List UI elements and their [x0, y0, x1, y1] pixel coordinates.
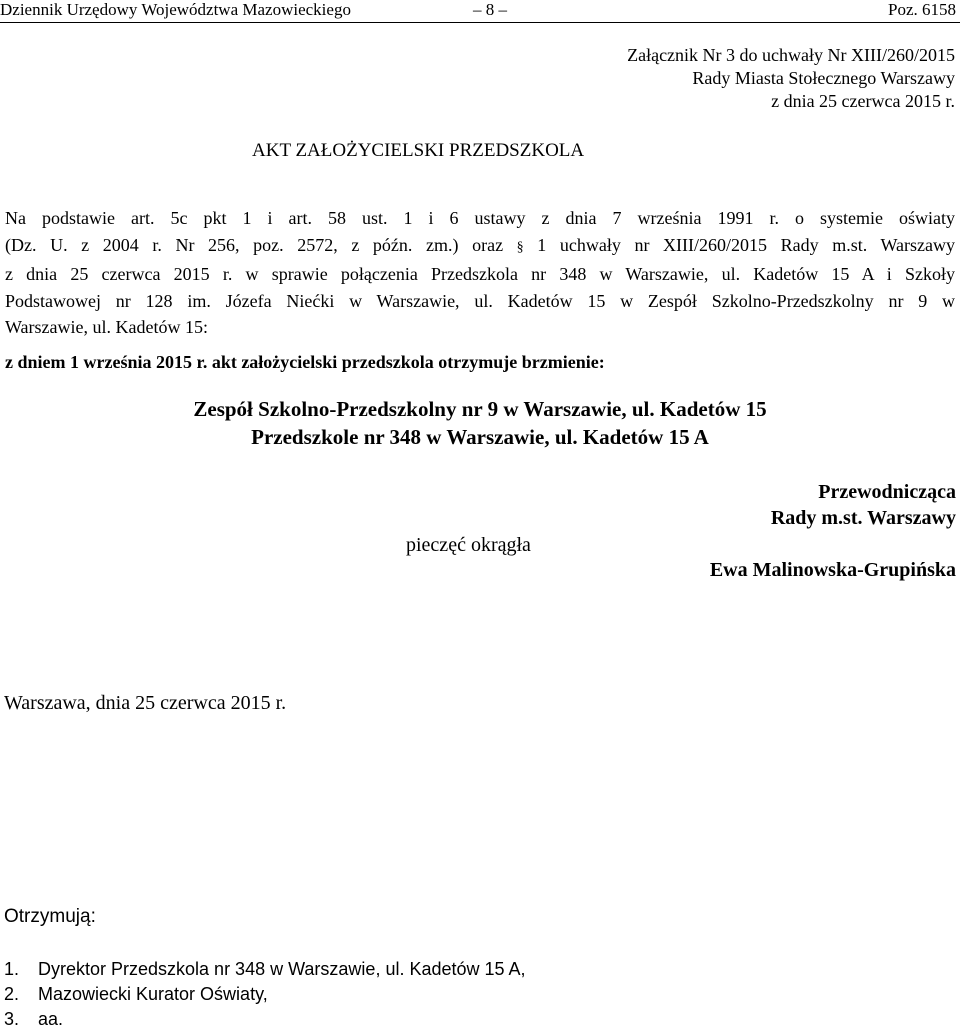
institution-name-2: Przedszkole nr 348 w Warszawie, ul. Kadetów 15 A	[251, 425, 709, 449]
place-and-date: Warszawa, dnia 25 czerwca 2015 r.	[4, 692, 287, 714]
document-title: AKT ZAŁOŻYCIELSKI PRZEDSZKOLA	[252, 140, 585, 161]
journal-name: Dziennik Urzędowy Województwa Mazowieckiego	[0, 0, 351, 19]
stamp-note: pieczęć okrągła	[406, 534, 531, 556]
page-header	[0, 0, 960, 23]
intro-line-1: Na podstawie art. 5c pkt 1 i art. 58 ust. 1 i 6 ustawy z dnia 7 września 1991 r. o systemie oświaty	[5, 208, 955, 228]
institution-names	[0, 395, 960, 451]
position-number: Poz. 6158	[888, 0, 956, 19]
list-item	[4, 982, 526, 1007]
page-number: – 8 –	[473, 0, 507, 19]
intro-line-2b: 1 uchwały nr XIII/260/2015 Rady m.st. Warszawy	[537, 234, 956, 255]
attachment-line-2: Rady Miasta Stołecznego Warszawy	[692, 68, 955, 88]
list-item-number: 3.	[4, 1009, 20, 1029]
signatory-body: Rady m.st. Warszawy	[770, 507, 956, 529]
list-item-text: aa.	[38, 1009, 64, 1029]
legal-basis-paragraph	[5, 205, 955, 341]
intro-line-3: z dnia 25 czerwca 2015 r. w sprawie połączenia Przedszkola nr 348 w Warszawie, ul. Kadetów 15 A i Szkoły	[5, 264, 955, 284]
signature-block	[710, 479, 956, 583]
attachment-line-1: Załącznik Nr 3 do uchwały Nr XIII/260/2015	[627, 45, 955, 65]
list-item	[4, 957, 526, 982]
institution-name-1: Zespół Szkolno-Przedszkolny nr 9 w Warszawie, ul. Kadetów 15	[193, 397, 767, 421]
list-item-number: 2.	[4, 984, 20, 1004]
recipients-heading: Otrzymują:	[4, 906, 96, 927]
attachment-line-3: z dnia 25 czerwca 2015 r.	[771, 91, 955, 111]
list-item-number: 1.	[4, 959, 20, 979]
effective-date-statement: z dniem 1 września 2015 r. akt założycielski przedszkola otrzymuje brzmienie:	[5, 352, 605, 372]
signatory-role: Przewodnicząca	[818, 481, 956, 503]
intro-line-2	[5, 232, 955, 262]
list-item-text: Dyrektor Przedszkola nr 348 w Warszawie, ul. Kadetów 15 A,	[38, 959, 526, 979]
intro-line-4: Podstawowej nr 128 im. Józefa Niećki w Warszawie, ul. Kadetów 15 w Zespół Szkolno-Przedszkolny nr 9 w	[5, 290, 955, 311]
list-item	[4, 1007, 526, 1032]
intro-line-5: Warszawie, ul. Kadetów 15:	[5, 317, 208, 337]
list-item-text: Mazowiecki Kurator Oświaty,	[38, 984, 268, 1004]
section-symbol: §	[516, 239, 524, 255]
recipients-list	[4, 957, 526, 1032]
intro-line-2a: (Dz. U. z 2004 r. Nr 256, poz. 2572, z późn. zm.) oraz	[5, 234, 504, 255]
attachment-note	[627, 44, 955, 113]
signatory-name: Ewa Malinowska-Grupińska	[709, 559, 956, 581]
